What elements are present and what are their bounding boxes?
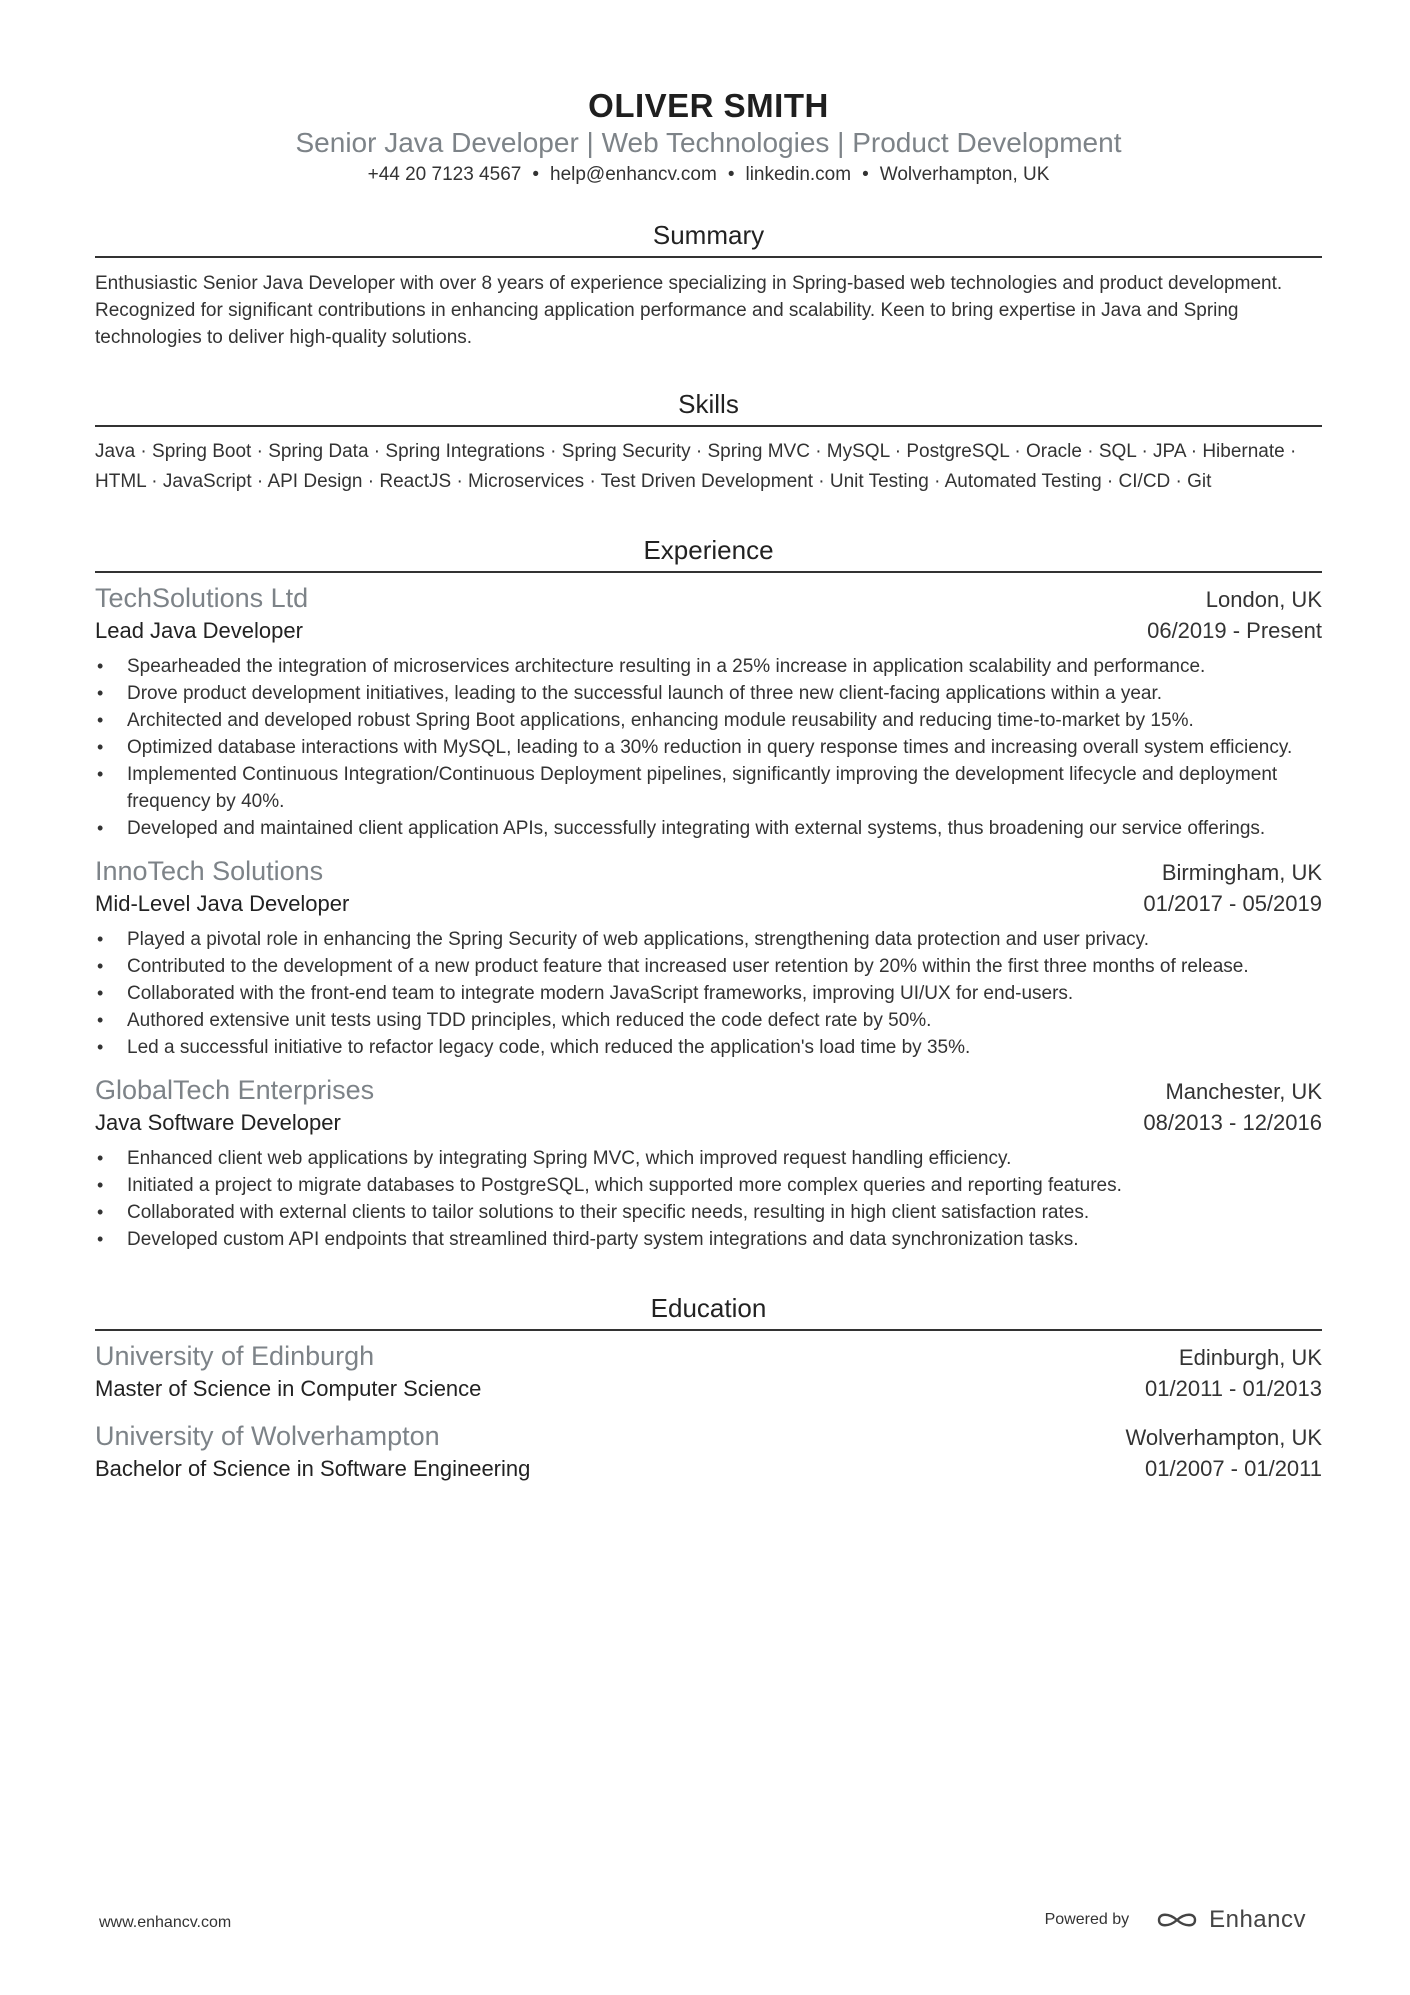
experience-entry <box>95 581 1322 842</box>
school-name: University of Wolverhampton <box>95 1421 440 1451</box>
achievement-item: • Optimized database interactions with MySQL, leading to a 30% reduction in query response times and increasing overall system efficiency. <box>95 734 1322 761</box>
experience-heading: Experience <box>95 533 1322 573</box>
contact-phone: +44 20 7123 4567 <box>367 164 522 185</box>
job-title: Mid-Level Java Developer <box>95 891 350 916</box>
school-location: Wolverhampton, UK <box>1125 1425 1322 1450</box>
candidate-name: OLIVER SMITH <box>588 87 829 124</box>
education-entry <box>95 1419 1322 1485</box>
summary-section <box>95 218 1322 351</box>
achievement-item: • Developed custom API endpoints that streamlined third-party system integrations and data synchronization tasks. <box>95 1226 1322 1253</box>
achievement-item: • Developed and maintained client application APIs, successfully integrating with external systems, thus broadening our service offerings. <box>95 815 1322 842</box>
website-link[interactable]: www.enhancv.com <box>99 1914 232 1931</box>
job-title: Java Software Developer <box>95 1110 341 1135</box>
job-dates: 01/2017 - 05/2019 <box>1143 891 1322 916</box>
separator-dot: • <box>532 164 539 185</box>
powered-by-label: Powered by <box>1044 1911 1130 1928</box>
summary-text: Enthusiastic Senior Java Developer with over 8 years of experience specializing in Spring-based web technologies and product development. Recognized for significant contributions in enhancing application performance and scalability. Keen to bring expertise in Java and Spring technologies to deliver high-quality solutions. <box>95 273 1283 348</box>
contact-email: help@enhancv.com <box>550 164 717 185</box>
job-location: Manchester, UK <box>1165 1079 1322 1104</box>
achievement-item: • Drove product development initiatives, leading to the successful launch of three new client-facing applications within a year. <box>95 680 1322 707</box>
resume-page <box>95 86 1322 1485</box>
skills-list: Java · Spring Boot · Spring Data · Spring Integrations · Spring Security · Spring MVC · MySQL · PostgreSQL · Oracle · SQL · JPA · Hibernate · HTML · JavaScript · API Design · ReactJS · Microservices · Test Driven Development · Unit Testing · Automated Testing · CI/CD · Git <box>95 441 1297 492</box>
degree-title: Master of Science in Computer Science <box>95 1376 482 1401</box>
school-location: Edinburgh, UK <box>1178 1345 1322 1370</box>
achievement-item: • Collaborated with external clients to tailor solutions to their specific needs, resulting in high client satisfaction rates. <box>95 1199 1322 1226</box>
job-dates: 06/2019 - Present <box>1147 618 1322 643</box>
enhancv-logo-icon <box>1155 1908 1199 1932</box>
resume-header <box>95 86 1322 188</box>
job-title: Lead Java Developer <box>95 618 303 643</box>
achievement-list <box>95 1145 1322 1253</box>
education-heading: Education <box>95 1291 1322 1331</box>
separator-dot: • <box>727 164 735 185</box>
achievement-list <box>95 653 1322 842</box>
contact-location: Wolverhampton, UK <box>879 164 1050 185</box>
job-location: London, UK <box>1205 587 1322 612</box>
contact-info <box>95 162 1322 188</box>
education-dates: 01/2011 - 01/2013 <box>1145 1376 1322 1401</box>
achievement-item: • Architected and developed robust Spring Boot applications, enhancing module reusability and reducing time-to-market by 15%. <box>95 707 1322 734</box>
experience-entry <box>95 854 1322 1061</box>
education-section <box>95 1291 1322 1485</box>
achievement-item: • Contributed to the development of a new product feature that increased user retention by 20% within the first three months of release. <box>95 953 1322 980</box>
achievement-item: • Enhanced client web applications by integrating Spring MVC, which improved request handling efficiency. <box>95 1145 1322 1172</box>
enhancv-brand[interactable]: Enhancv <box>1209 1906 1306 1933</box>
skills-heading: Skills <box>95 387 1322 427</box>
achievement-item: • Spearheaded the integration of microservices architecture resulting in a 25% increase in application scalability and performance. <box>95 653 1322 680</box>
experience-entry <box>95 1073 1322 1253</box>
achievement-item: • Authored extensive unit tests using TDD principles, which reduced the code defect rate by 50%. <box>95 1007 1322 1034</box>
page-footer <box>99 1906 1306 1946</box>
education-dates: 01/2007 - 01/2011 <box>1145 1456 1322 1481</box>
candidate-title: Senior Java Developer | Web Technologies | Product Development <box>295 127 1122 158</box>
separator-dot: • <box>862 164 869 185</box>
job-dates: 08/2013 - 12/2016 <box>1143 1110 1322 1135</box>
degree-title: Bachelor of Science in Software Engineering <box>95 1456 531 1481</box>
achievement-item: • Led a successful initiative to refactor legacy code, which reduced the application's load time by 35%. <box>95 1034 1322 1061</box>
company-name: InnoTech Solutions <box>95 856 324 886</box>
education-entry <box>95 1339 1322 1405</box>
company-name: TechSolutions Ltd <box>95 583 309 613</box>
achievement-item: • Initiated a project to migrate databases to PostgreSQL, which supported more complex queries and reporting features. <box>95 1172 1322 1199</box>
achievement-item: • Played a pivotal role in enhancing the Spring Security of web applications, strengthening data protection and user privacy. <box>95 926 1322 953</box>
achievement-list <box>95 926 1322 1061</box>
skills-section <box>95 387 1322 497</box>
powered-by-block <box>1045 1906 1306 1934</box>
job-location: Birmingham, UK <box>1161 860 1322 885</box>
summary-heading: Summary <box>95 218 1322 258</box>
school-name: University of Edinburgh <box>95 1341 375 1371</box>
contact-linkedin: linkedin.com <box>745 164 852 185</box>
experience-section <box>95 533 1322 1253</box>
company-name: GlobalTech Enterprises <box>95 1075 375 1105</box>
achievement-item: • Implemented Continuous Integration/Continuous Deployment pipelines, significantly improving the development lifecycle and deployment frequency by 40%. <box>95 761 1322 815</box>
achievement-item: • Collaborated with the front-end team to integrate modern JavaScript frameworks, improving UI/UX for end-users. <box>95 980 1322 1007</box>
